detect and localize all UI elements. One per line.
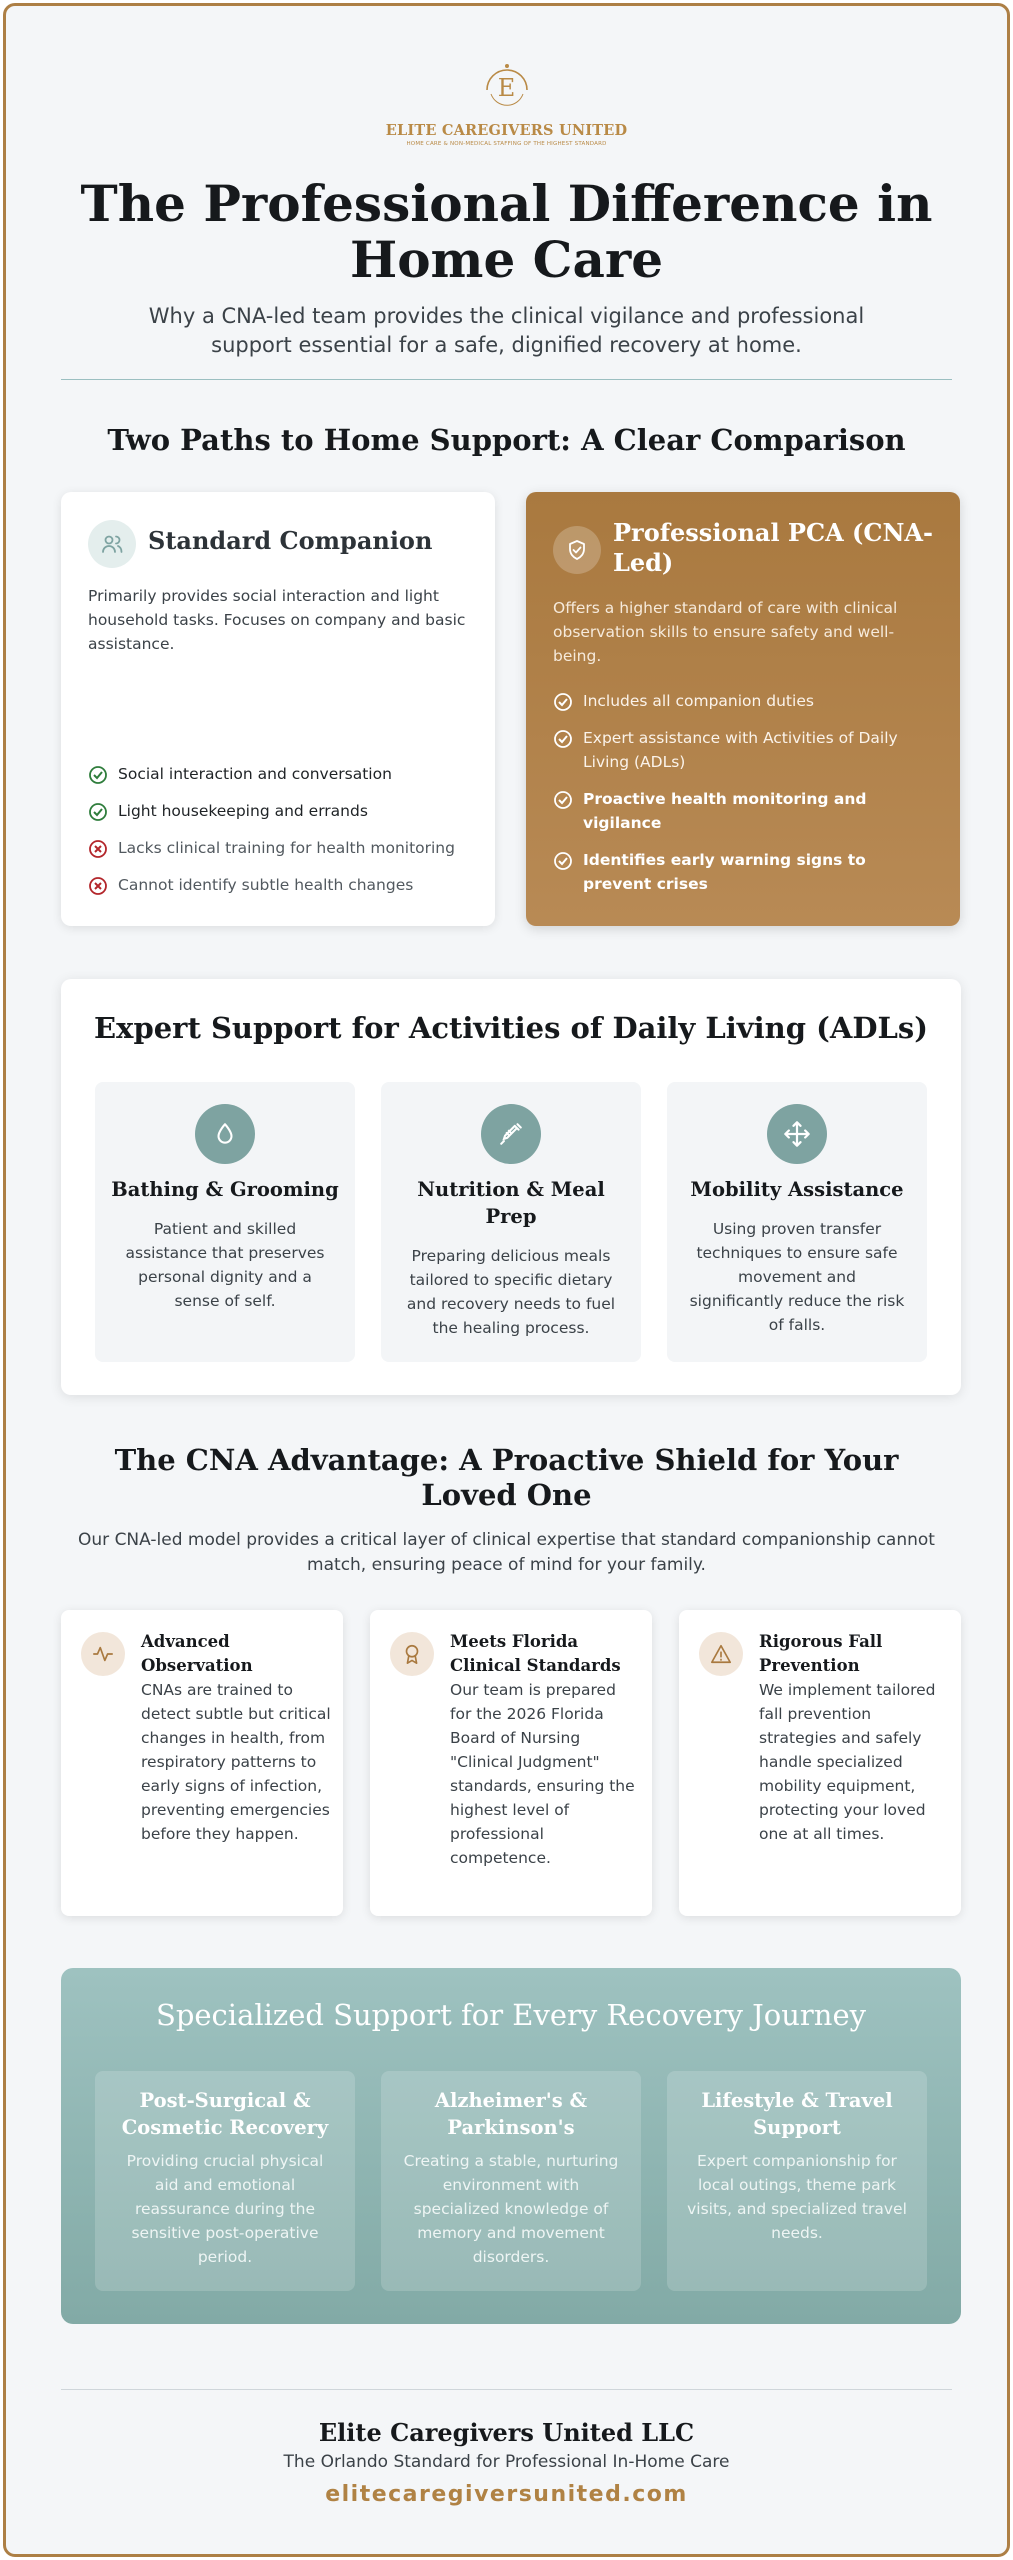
- list-item: [553, 848, 913, 896]
- check-circle-icon: [553, 729, 573, 749]
- users-icon: [88, 520, 136, 568]
- advantage-card-text: CNAs are trained to detect subtle but critical changes in health, from respiratory patterns to early signs of infection, preventing emergencies before they happen.: [141, 1681, 331, 1843]
- logo: [6, 60, 1007, 147]
- adl-card: [381, 1082, 641, 1362]
- specialized-section: [61, 1968, 961, 2324]
- advantage-card-text: Our team is prepared for the 2026 Florida Board of Nursing "Clinical Judgment" standards, ensuring the highest level of professional competence.: [450, 1681, 635, 1867]
- page-frame: [3, 3, 1010, 2557]
- list-item-label: Lacks clinical training for health monitoring: [118, 839, 455, 857]
- list-item: [88, 799, 478, 823]
- specialized-card: [381, 2071, 641, 2291]
- standard-companion-card: [61, 492, 495, 926]
- list-item: [88, 762, 478, 786]
- list-item: [553, 689, 943, 713]
- advantage-card: [61, 1610, 343, 1916]
- specialized-card-text: Expert companionship for local outings, theme park visits, and specialized travel needs.: [687, 2152, 907, 2242]
- adl-card-title: Nutrition & Meal Prep: [417, 1178, 605, 1228]
- adl-card: [667, 1082, 927, 1362]
- adl-card-text: Preparing delicious meals tailored to specific dietary and recovery needs to fuel the healing process.: [406, 1247, 616, 1337]
- adl-card-text: Patient and skilled assistance that preserves personal dignity and a sense of self.: [125, 1220, 325, 1310]
- advantage-subtitle: Our CNA-led model provides a critical layer of clinical expertise that standard companionship cannot match, ensuring peace of mind for your family.: [78, 1530, 935, 1575]
- adl-section: [61, 979, 961, 1395]
- award-icon: [390, 1632, 434, 1676]
- list-item-label: Light housekeeping and errands: [118, 802, 368, 820]
- adl-card: [95, 1082, 355, 1362]
- list-item: [553, 787, 913, 835]
- droplet-icon: [195, 1104, 255, 1164]
- standard-companion-description: Primarily provides social interaction and light household tasks. Focuses on company and basic assistance.: [88, 587, 466, 653]
- x-circle-icon: [88, 839, 108, 859]
- advantage-card-title: Meets Florida Clinical Standards: [450, 1632, 621, 1675]
- list-item: [553, 726, 913, 774]
- header-divider: [61, 379, 952, 380]
- professional-pca-description: Offers a higher standard of care with clinical observation skills to ensure safety and well-being.: [553, 599, 898, 665]
- advantage-card: [370, 1610, 652, 1916]
- list-item-label: Social interaction and conversation: [118, 765, 392, 783]
- move-icon: [767, 1104, 827, 1164]
- list-item-label: Identifies early warning signs to prevent crises: [583, 851, 866, 893]
- adl-card-title: Mobility Assistance: [690, 1178, 904, 1201]
- pulse-icon: [81, 1632, 125, 1676]
- x-circle-icon: [88, 876, 108, 896]
- check-circle-icon: [553, 851, 573, 871]
- list-item: [88, 836, 478, 860]
- list-item: [88, 873, 478, 897]
- list-item-label: Proactive health monitoring and vigilance: [583, 790, 867, 832]
- check-circle-icon: [553, 692, 573, 712]
- logo-emblem-icon: [479, 60, 535, 116]
- check-circle-icon: [553, 790, 573, 810]
- advantage-card: [679, 1610, 961, 1916]
- adl-card-title: Bathing & Grooming: [111, 1178, 339, 1201]
- comparison-title: Two Paths to Home Support: A Clear Comparison: [107, 423, 906, 457]
- logo-brand: ELITE CAREGIVERS UNITED: [385, 122, 628, 139]
- advantage-card-text: We implement tailored fall prevention strategies and safely handle specialized mobility equipment, protecting your loved one at all times.: [759, 1681, 936, 1843]
- specialized-card-title: Lifestyle & Travel Support: [701, 2089, 893, 2139]
- footer-divider: [61, 2389, 952, 2390]
- footer-company-name: Elite Caregivers United LLC: [318, 2418, 695, 2447]
- professional-pca-title: Professional PCA (CNA-Led): [613, 518, 934, 577]
- logo-letter: E: [497, 74, 516, 102]
- specialized-title: Specialized Support for Every Recovery Journey: [155, 1998, 867, 2032]
- adl-card-text: Using proven transfer techniques to ensure safe movement and significantly reduce the risk of falls.: [689, 1220, 905, 1334]
- list-item-label: Expert assistance with Activities of Daily Living (ADLs): [583, 729, 898, 771]
- standard-companion-title: Standard Companion: [148, 526, 433, 555]
- specialized-card: [95, 2071, 355, 2291]
- specialized-card-text: Providing crucial physical aid and emotional reassurance during the sensitive post-operative period.: [126, 2152, 324, 2266]
- list-item-label: Includes all companion duties: [583, 692, 814, 710]
- shield-check-icon: [553, 526, 601, 574]
- specialized-card-title: Alzheimer's & Parkinson's: [434, 2089, 588, 2139]
- warning-icon: [699, 1632, 743, 1676]
- check-circle-icon: [88, 765, 108, 785]
- check-circle-icon: [88, 802, 108, 822]
- advantage-title: The CNA Advantage: A Proactive Shield for Your Loved One: [114, 1443, 899, 1512]
- professional-pca-card: [526, 492, 960, 926]
- adl-title: Expert Support for Activities of Daily Living (ADLs): [94, 1011, 928, 1045]
- page-title: The Professional Difference in Home Care: [80, 174, 933, 289]
- syringe-icon: [481, 1104, 541, 1164]
- advantage-card-title: Advanced Observation: [141, 1632, 253, 1675]
- specialized-card-text: Creating a stable, nurturing environment with specialized knowledge of memory and movement disorders.: [403, 2152, 619, 2266]
- list-item-label: Cannot identify subtle health changes: [118, 876, 414, 894]
- page-subtitle: Why a CNA-led team provides the clinical vigilance and professional support essential for a safe, dignified recovery at home.: [148, 304, 865, 357]
- specialized-card-title: Post-Surgical & Cosmetic Recovery: [121, 2089, 329, 2139]
- logo-tagline: HOME CARE & NON-MEDICAL STAFFING OF THE HIGHEST STANDARD: [406, 141, 607, 147]
- specialized-card: [667, 2071, 927, 2291]
- footer-tagline: The Orlando Standard for Professional In-Home Care: [283, 2452, 730, 2472]
- advantage-card-title: Rigorous Fall Prevention: [759, 1632, 883, 1675]
- footer-website-link[interactable]: elitecaregiversunited.com: [325, 2482, 688, 2507]
